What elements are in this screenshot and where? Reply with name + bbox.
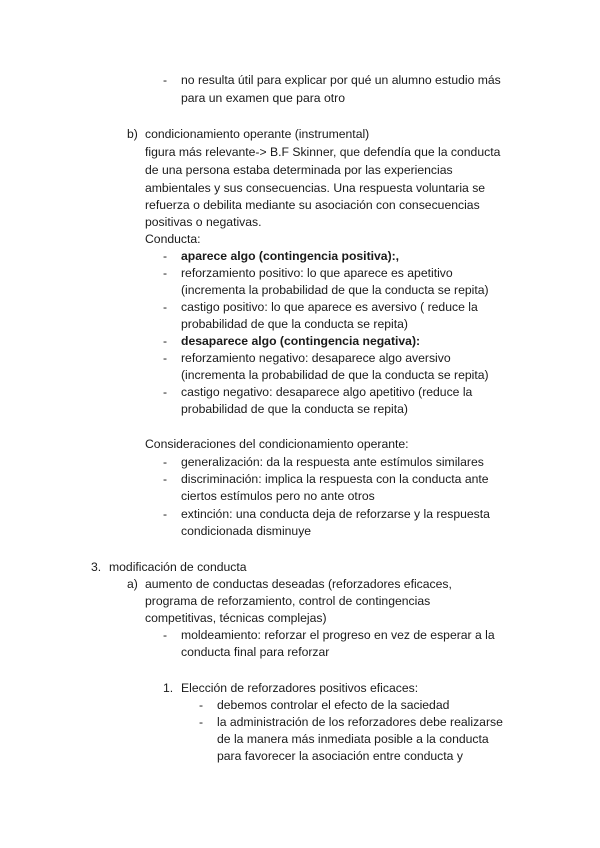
text-line: reforzamiento positivo: lo que aparece es apetitivo [181,266,453,280]
text-line: probabilidad de que la conducta se repita) [181,402,408,416]
bullet: - [163,472,168,486]
bullet: - [163,334,168,348]
bullet: - [163,300,168,314]
text-line: generalización: da la respuesta ante estímulos similares [181,455,484,469]
text-line: aumento de conductas deseadas (reforzadores eficaces, [145,577,452,591]
text-line: ciertos estímulos pero no ante otros [181,489,375,503]
text-line-bold: aparece algo (contingencia positiva):, [181,249,400,263]
bullet: - [163,249,168,263]
paragraph-line: refuerza o debilita mediante su asociación con consecuencias [145,198,480,212]
bullet: - [163,266,168,280]
bullet: - [199,715,204,729]
paragraph-line: positivas o negativas. [145,215,262,229]
text-line: para favorecer la asociación entre conducta y [217,749,463,763]
text-line: programa de reforzamiento, control de contingencias [145,594,431,608]
list-marker: 1. [163,681,174,695]
text-line: castigo positivo: lo que aparece es aversivo ( reduce la [181,300,478,314]
text-line: no resulta útil para explicar por qué un alumno estudio más [181,73,501,87]
text-line: discriminación: implica la respuesta con la conducta ante [181,472,489,486]
section-title: condicionamiento operante (instrumental) [145,127,370,141]
text-line: de la manera más inmediata posible a la conducta [217,732,489,746]
consideraciones-label: Consideraciones del condicionamiento operante: [145,437,409,451]
bullet: - [163,628,168,642]
text-line: reforzamiento negativo: desaparece algo aversivo [181,351,451,365]
text-line: conducta final para reforzar [181,645,330,659]
bullet: - [163,73,168,87]
text-line: (incrementa la probabilidad de que la conducta se repita) [181,283,489,297]
text-line: moldeamiento: reforzar el progreso en vez de esperar a la [181,628,495,642]
text-line: Elección de reforzadores positivos eficaces: [181,681,419,695]
text-line: la administración de los reforzadores debe realizarse [217,715,503,729]
text-line: condicionada disminuye [181,524,312,538]
text-line: castigo negativo: desaparece algo apetitivo (reduce la [181,385,473,399]
text-line-bold: desaparece algo (contingencia negativa): [181,334,421,348]
conducta-label: Conducta: [145,232,201,246]
list-marker: a) [127,577,138,591]
text-line: para un examen que para otro [181,91,345,105]
section-title: modificación de conducta [109,560,247,574]
bullet: - [199,698,204,712]
paragraph-line: figura más relevante-> B.F Skinner, que defendía que la conducta [145,145,501,159]
text-line: competitivas, técnicas complejas) [145,611,327,625]
bullet: - [163,507,168,521]
text-line: extinción: una conducta deja de reforzarse y la respuesta [181,507,490,521]
text-line: probabilidad de que la conducta se repita) [181,317,408,331]
list-marker: b) [127,127,138,141]
bullet: - [163,351,168,365]
paragraph-line: de una persona estaba determinada por las experiencias [145,163,453,177]
text-line: debemos controlar el efecto de la saciedad [217,698,450,712]
text-line: (incrementa la probabilidad de que la conducta se repita) [181,368,489,382]
list-marker: 3. [91,560,102,574]
bullet: - [163,455,168,469]
paragraph-line: ambientales y sus consecuencias. Una respuesta voluntaria se [145,181,486,195]
bullet: - [163,385,168,399]
